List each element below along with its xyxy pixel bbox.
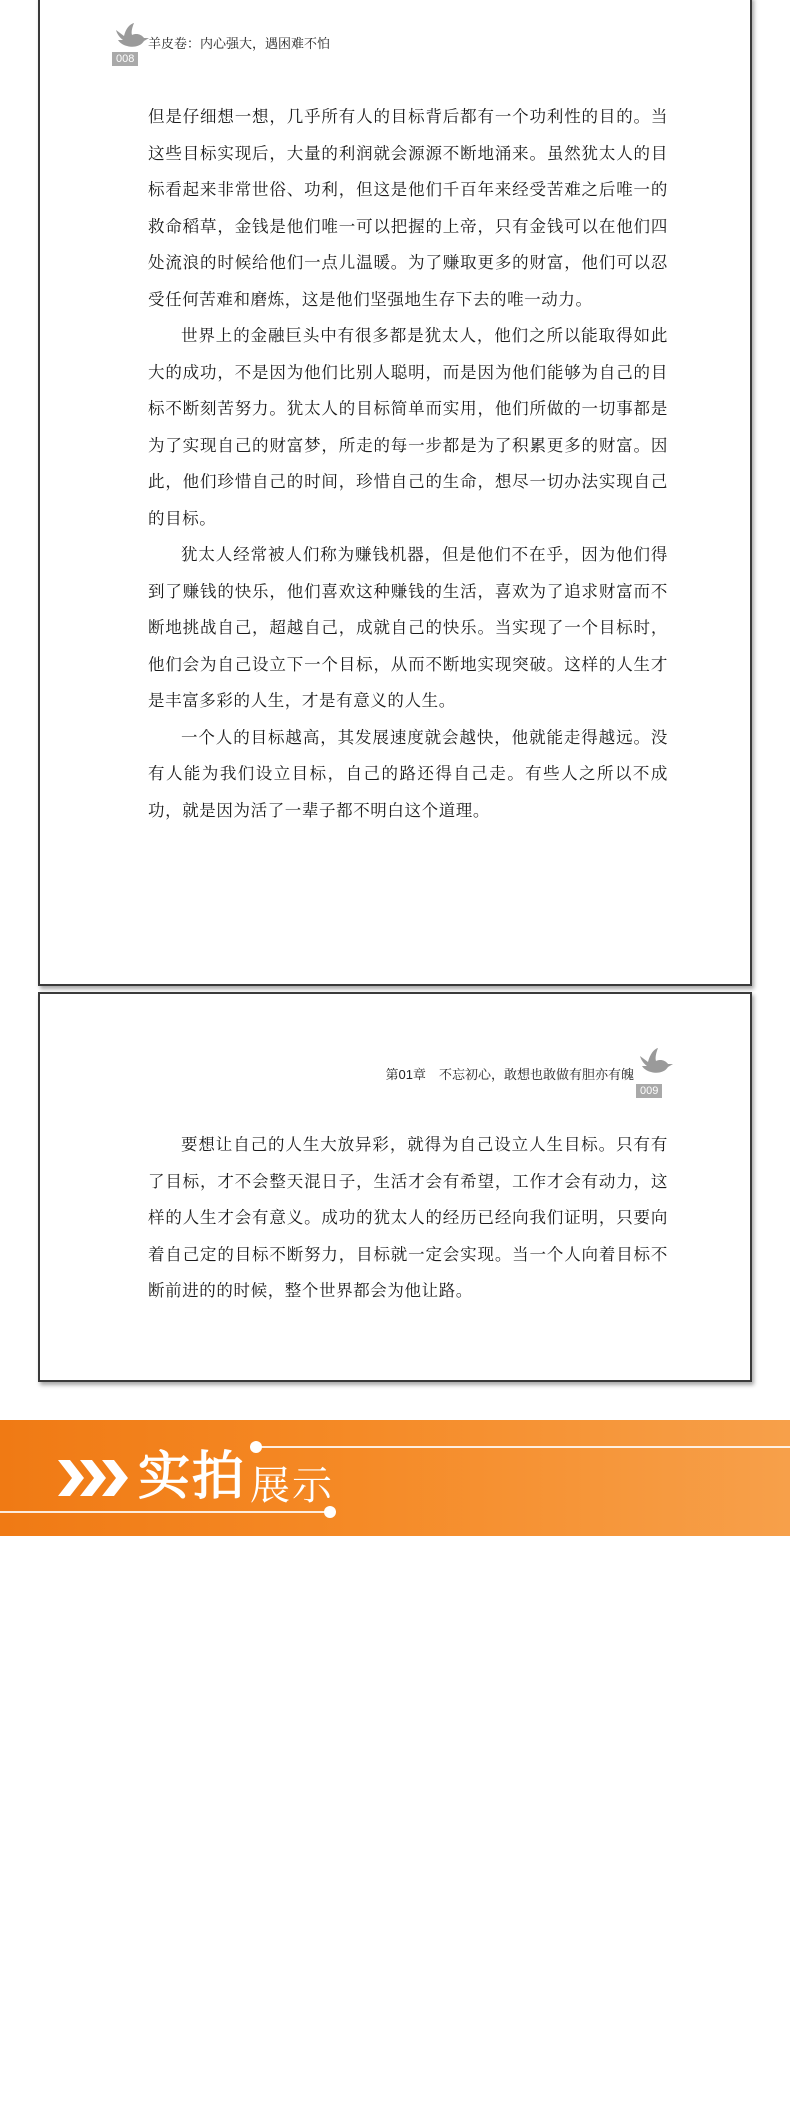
triple-chevron-icon [58,1460,128,1496]
book-page-009 [38,992,752,1382]
page-number: 009 [636,1084,662,1098]
paragraph: 一个人的目标越高，其发展速度就会越快，他就能走得越远。没有人能为我们设立目标，自己的路还得自己走。有些人之所以不成功，就是因为活了一辈子都不明白这个道理。 [148,727,668,820]
page-body [148,99,668,829]
running-head: 第01章 不忘初心，敢想也敢做有胆亦有魄 [385,1067,634,1082]
banner-line [256,1446,790,1448]
banner-title-bold: 实拍 [138,1447,247,1507]
banner-dot [250,1441,262,1453]
bird-icon [114,22,150,50]
page-number: 008 [112,52,138,66]
bird-icon [638,1047,674,1077]
banner-title-light: 展示 [250,1463,334,1509]
paragraph: 犹太人经常被人们称为赚钱机器，但是他们不在乎，因为他们得到了赚钱的快乐，他们喜欢这种赚钱的生活，喜欢为了追求财富而不断地挑战自己，超越自己，成就自己的快乐。当实现了一个目标时，他们会为自己设立下一个目标，从而不断地实现突破。这样的人生才是丰富多彩的人生，才是有意义的人生。 [148,545,668,710]
section-banner [0,1420,790,1536]
book-page-008 [38,0,752,986]
paragraph: 但是仔细想一想，几乎所有人的目标背后都有一个功利性的目的。当这些目标实现后，大量的利润就会源源不断地涌来。虽然犹太人的目标看起来非常世俗、功利，但这是他们千百年来经受苦难之后唯一的救命稻草，金钱是他们唯一可以把握的上帝，只有金钱可以在他们四处流浪的时候给他们一点儿温暖。为了赚取更多的财富，他们可以忍受任何苦难和磨炼，这是他们坚强地生存下去的唯一动力。 [148,107,668,309]
paragraph: 世界上的金融巨头中有很多都是犹太人，他们之所以能取得如此大的成功，不是因为他们比别人聪明，而是因为他们能够为自己的目标不断刻苦努力。犹太人的目标简单而实用，他们所做的一切事都是为了实现自己的财富梦，所走的每一步都是为了积累更多的财富。因此，他们珍惜自己的时间，珍惜自己的生命，想尽一切办法实现自己的目标。 [148,326,668,528]
page-body [148,1127,668,1310]
running-head: 羊皮卷：内心强大，遇困难不怕 [148,36,331,51]
paragraph: 要想让自己的人生大放异彩，就得为自己设立人生目标。只有有了目标，才不会整天混日子，生活才会有希望，工作才会有动力，这样的人生才会有意义。成功的犹太人的经历已经向我们证明，只要向着自己定的目标不断努力，目标就一定会实现。当一个人向着目标不断前进的的时候，整个世界都会为他让路。 [148,1135,668,1300]
